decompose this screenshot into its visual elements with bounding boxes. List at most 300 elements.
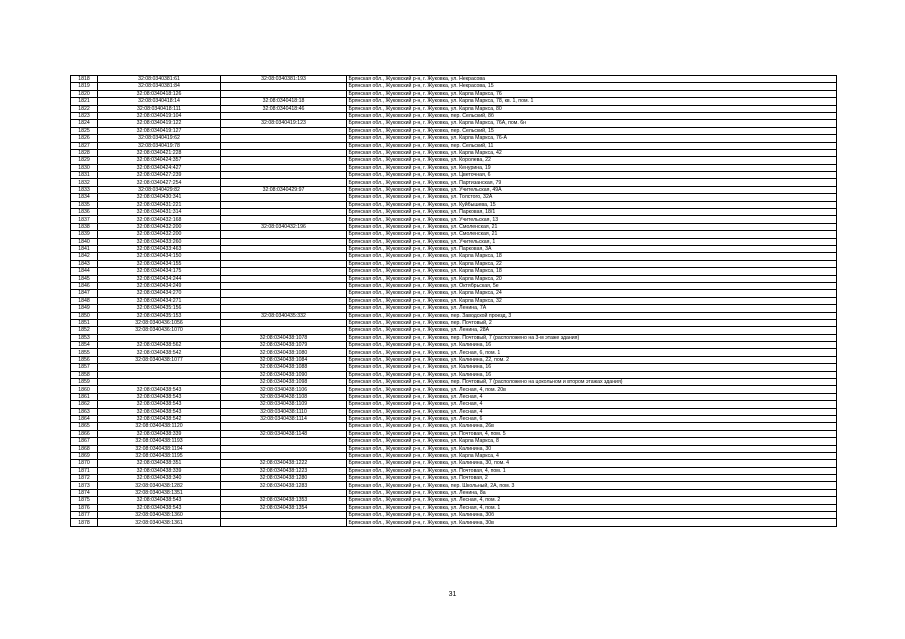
address-cell: Брянская обл., Жуковский р-н, г. Жуковка, ул. Лесная, 4 — [347, 401, 837, 408]
table-row — [71, 282, 837, 289]
cadastral-number-cell: 32:08:0340427:239 — [98, 172, 221, 179]
table-row — [71, 90, 837, 97]
cadastral-number-cell: 32:08:0340431:221 — [98, 201, 221, 208]
table-row — [71, 135, 837, 142]
table-row — [71, 179, 837, 186]
address-cell: Брянская обл., Жуковский р-н, г. Жуковка, пер. Почтовый, 7 (расположено на 3-м этаже здания) — [347, 334, 837, 341]
address-cell: Брянская обл., Жуковский р-н, г. Жуковка, ул. Учительская, 1 — [347, 238, 837, 245]
address-cell: Брянская обл., Жуковский р-н, г. Жуковка, ул. Лесная, 4, пом. 2 — [347, 497, 837, 504]
cadastral-number-cell: 32:08:0340432:200 — [98, 231, 221, 238]
cadastral-number-cell: 32:08:0340435:153 — [98, 312, 221, 319]
address-cell: Брянская обл., Жуковский р-н, г. Жуковка, ул. Смоленская, 21 — [347, 231, 837, 238]
object-cadastral-number-cell — [221, 290, 347, 297]
cadastral-number-cell: 32:08:0340438:543 — [98, 386, 221, 393]
address-cell: Брянская обл., Жуковский р-н, г. Жуковка, пер. Школьный, 2А, пом. 3 — [347, 482, 837, 489]
object-cadastral-number-cell — [221, 452, 347, 459]
address-cell: Брянская обл., Жуковский р-н, г. Жуковка, пер. Заводской проезд, 3 — [347, 312, 837, 319]
table-row — [71, 342, 837, 349]
cadastral-number-cell: 32:08:0340419:122 — [98, 120, 221, 127]
row-number-cell: 1825 — [71, 127, 98, 134]
object-cadastral-number-cell — [221, 438, 347, 445]
row-number-cell: 1862 — [71, 401, 98, 408]
object-cadastral-number-cell — [221, 209, 347, 216]
address-cell: Брянская обл., Жуковский р-н, г. Жуковка, ул. Карла Маркса, 18 — [347, 268, 837, 275]
cadastral-number-cell: 32:08:0340438:542 — [98, 415, 221, 422]
cadastral-number-cell: 32:08:0340438:1120 — [98, 423, 221, 430]
object-cadastral-number-cell — [221, 179, 347, 186]
table-row — [71, 275, 837, 282]
table-row — [71, 423, 837, 430]
table-row — [71, 305, 837, 312]
object-cadastral-number-cell: 32:08:0340418:18 — [221, 98, 347, 105]
table-row — [71, 112, 837, 119]
object-cadastral-number-cell: 32:08:0340438:1280 — [221, 475, 347, 482]
address-cell: Брянская обл., Жуковский р-н, г. Жуковка, ул. Куйбышева, 15 — [347, 201, 837, 208]
cadastral-number-cell: 32:08:0340438:1194 — [98, 445, 221, 452]
row-number-cell: 1853 — [71, 334, 98, 341]
table-body — [71, 76, 837, 527]
cadastral-number-cell — [98, 364, 221, 371]
cadastral-number-cell: 32:08:0340438:542 — [98, 349, 221, 356]
object-cadastral-number-cell — [221, 423, 347, 430]
address-cell: Брянская обл., Жуковский р-н, г. Жуковка, ул. Калинина, 30 — [347, 445, 837, 452]
cadastral-number-cell: 32:08:0340434:244 — [98, 275, 221, 282]
object-cadastral-number-cell — [221, 519, 347, 526]
row-number-cell: 1834 — [71, 194, 98, 201]
table-row — [71, 519, 837, 526]
address-cell: Брянская обл., Жуковский р-н, г. Жуковка, ул. Калинина, 16 — [347, 342, 837, 349]
object-cadastral-number-cell: 32:08:0340438:1108 — [221, 393, 347, 400]
table-row — [71, 319, 837, 326]
cadastral-number-cell: 32:08:0340436:1070 — [98, 327, 221, 334]
row-number-cell: 1842 — [71, 253, 98, 260]
table-row — [71, 253, 837, 260]
row-number-cell: 1837 — [71, 216, 98, 223]
row-number-cell: 1823 — [71, 112, 98, 119]
address-cell: Брянская обл., Жуковский р-н, г. Жуковка, ул. Почтовая, 4, пом. 1 — [347, 467, 837, 474]
address-cell: Брянская обл., Жуковский р-н, г. Жуковка, ул. Калинина, 30в — [347, 519, 837, 526]
object-cadastral-number-cell: 32:08:0340438:1080 — [221, 349, 347, 356]
row-number-cell: 1873 — [71, 482, 98, 489]
cadastral-number-cell: 32:08:0340430:341 — [98, 194, 221, 201]
table-row — [71, 231, 837, 238]
row-number-cell: 1828 — [71, 149, 98, 156]
table-row — [71, 245, 837, 252]
table-row — [71, 356, 837, 363]
cadastral-number-cell: 32:08:0340438:339 — [98, 467, 221, 474]
row-number-cell: 1819 — [71, 83, 98, 90]
cadastral-number-cell: 32:08:0340438:543 — [98, 401, 221, 408]
cadastral-number-cell: 32:08:0340427:254 — [98, 179, 221, 186]
cadastral-number-cell: 32:08:0340381:61 — [98, 76, 221, 83]
object-cadastral-number-cell — [221, 112, 347, 119]
row-number-cell: 1826 — [71, 135, 98, 142]
row-number-cell: 1870 — [71, 460, 98, 467]
address-cell: Брянская обл., Жуковский р-н, г. Жуковка, ул. Ленина, 8а — [347, 489, 837, 496]
object-cadastral-number-cell — [221, 238, 347, 245]
cadastral-number-cell: 32:08:0340432:168 — [98, 216, 221, 223]
address-cell: Брянская обл., Жуковский р-н, г. Жуковка, ул. Калинина, 16 — [347, 364, 837, 371]
address-cell: Брянская обл., Жуковский р-н, г. Жуковка, пер. Сельский, 8б — [347, 112, 837, 119]
row-number-cell: 1848 — [71, 297, 98, 304]
table-row — [71, 482, 837, 489]
object-cadastral-number-cell: 32:08:0340438:1222 — [221, 460, 347, 467]
table-row — [71, 186, 837, 193]
row-number-cell: 1874 — [71, 489, 98, 496]
address-cell: Брянская обл., Жуковский р-н, г. Жуковка, ул. Карла Маркса, 78, кв. 1, пом. 1 — [347, 98, 837, 105]
table-row — [71, 452, 837, 459]
cadastral-number-cell: 32:08:0340438:1351 — [98, 489, 221, 496]
row-number-cell: 1871 — [71, 467, 98, 474]
address-cell: Брянская обл., Жуковский р-н, г. Жуковка, ул. Калинина, 22, пом. 2 — [347, 356, 837, 363]
object-cadastral-number-cell — [221, 489, 347, 496]
row-number-cell: 1852 — [71, 327, 98, 334]
object-cadastral-number-cell — [221, 172, 347, 179]
cadastral-number-cell: 32:08:0340438:1361 — [98, 519, 221, 526]
row-number-cell: 1867 — [71, 438, 98, 445]
cadastral-number-cell — [98, 334, 221, 341]
address-cell: Брянская обл., Жуковский р-н, г. Жуковка, ул. Карла Маркса, 18 — [347, 253, 837, 260]
row-number-cell: 1850 — [71, 312, 98, 319]
object-cadastral-number-cell — [221, 216, 347, 223]
table-row — [71, 83, 837, 90]
object-cadastral-number-cell — [221, 149, 347, 156]
table-row — [71, 127, 837, 134]
row-number-cell: 1824 — [71, 120, 98, 127]
table-row — [71, 512, 837, 519]
object-cadastral-number-cell: 32:08:0340438:1283 — [221, 482, 347, 489]
address-cell: Брянская обл., Жуковский р-н, г. Жуковка, ул. Лесная, 6, пом. 1 — [347, 349, 837, 356]
address-cell: Брянская обл., Жуковский р-н, г. Жуковка, ул. Парковая, 18/1 — [347, 209, 837, 216]
address-cell: Брянская обл., Жуковский р-н, г. Жуковка, ул. Карла Маркса, 76-А — [347, 135, 837, 142]
address-cell: Брянская обл., Жуковский р-н, г. Жуковка, ул. Ленина, 7А — [347, 305, 837, 312]
cadastral-number-cell: 32:08:0340438:562 — [98, 342, 221, 349]
cadastral-number-cell: 32:08:0340418:126 — [98, 90, 221, 97]
cadastral-number-cell: 32:08:0340438:543 — [98, 408, 221, 415]
address-cell: Брянская обл., Жуковский р-н, г. Жуковка, ул. Карла Маркса, 24 — [347, 290, 837, 297]
address-cell: Брянская обл., Жуковский р-н, г. Жуковка, ул. Лесная, 4 — [347, 393, 837, 400]
object-cadastral-number-cell — [221, 260, 347, 267]
cadastral-number-cell: 32:08:0340434:249 — [98, 282, 221, 289]
address-cell: Брянская обл., Жуковский р-н, г. Жуковка, ул. Карла Маркса, 76А, пом. 6н — [347, 120, 837, 127]
address-cell: Брянская обл., Жуковский р-н, г. Жуковка, ул. Лесная, 4, пом. 20в — [347, 386, 837, 393]
row-number-cell: 1831 — [71, 172, 98, 179]
table-row — [71, 438, 837, 445]
table-row — [71, 98, 837, 105]
table-row — [71, 327, 837, 334]
table-row — [71, 430, 837, 437]
cadastral-number-cell: 32:08:0340438:1195 — [98, 452, 221, 459]
table-row — [71, 268, 837, 275]
address-cell: Брянская обл., Жуковский р-н, г. Жуковка, пер. Сельский, 11 — [347, 142, 837, 149]
cadastral-number-cell: 32:08:0340438:1193 — [98, 438, 221, 445]
table-row — [71, 194, 837, 201]
address-cell: Брянская обл., Жуковский р-н, г. Жуковка, ул. Учительская, 49А — [347, 186, 837, 193]
table-row — [71, 149, 837, 156]
object-cadastral-number-cell — [221, 282, 347, 289]
cadastral-number-cell: 32:08:0340429:82 — [98, 186, 221, 193]
cadastral-number-cell: 32:08:0340438:1360 — [98, 512, 221, 519]
object-cadastral-number-cell — [221, 157, 347, 164]
row-number-cell: 1838 — [71, 223, 98, 230]
cadastral-number-cell: 32:08:0340434:175 — [98, 268, 221, 275]
table-row — [71, 504, 837, 511]
row-number-cell: 1851 — [71, 319, 98, 326]
table-row — [71, 216, 837, 223]
cadastral-number-cell: 32:08:0340419:104 — [98, 112, 221, 119]
table-row — [71, 142, 837, 149]
cadastral-number-cell: 32:08:0340424:357 — [98, 157, 221, 164]
row-number-cell: 1860 — [71, 386, 98, 393]
object-cadastral-number-cell — [221, 275, 347, 282]
object-cadastral-number-cell: 32:08:0340435:332 — [221, 312, 347, 319]
table-row — [71, 489, 837, 496]
object-cadastral-number-cell: 32:08:0340438:1354 — [221, 504, 347, 511]
object-cadastral-number-cell: 32:08:0340438:1148 — [221, 430, 347, 437]
row-number-cell: 1840 — [71, 238, 98, 245]
row-number-cell: 1856 — [71, 356, 98, 363]
object-cadastral-number-cell: 32:08:0340438:1353 — [221, 497, 347, 504]
object-cadastral-number-cell — [221, 305, 347, 312]
table-row — [71, 105, 837, 112]
cadastral-number-cell: 32:08:0340381:84 — [98, 83, 221, 90]
address-cell: Брянская обл., Жуковский р-н, г. Жуковка, ул. Карла Маркса, 4 — [347, 452, 837, 459]
address-cell: Брянская обл., Жуковский р-н, г. Жуковка, ул. Карла Маркса, 8 — [347, 438, 837, 445]
cadastral-number-cell: 32:08:0340438:543 — [98, 504, 221, 511]
address-cell: Брянская обл., Жуковский р-н, г. Жуковка, ул. Почтовая, 4, пом. 5 — [347, 430, 837, 437]
row-number-cell: 1864 — [71, 415, 98, 422]
cadastral-number-cell: 32:08:0340419:62 — [98, 135, 221, 142]
object-cadastral-number-cell — [221, 142, 347, 149]
table-row — [71, 371, 837, 378]
cadastral-number-cell: 32:08:0340438:351 — [98, 460, 221, 467]
row-number-cell: 1836 — [71, 209, 98, 216]
table-row — [71, 209, 837, 216]
table-row — [71, 408, 837, 415]
object-cadastral-number-cell — [221, 268, 347, 275]
address-cell: Брянская обл., Жуковский р-н, г. Жуковка, ул. Лесная, 4, пом. 1 — [347, 504, 837, 511]
table-row — [71, 290, 837, 297]
cadastral-number-cell: 32:08:0340418:111 — [98, 105, 221, 112]
object-cadastral-number-cell: 32:08:0340438:1114 — [221, 415, 347, 422]
row-number-cell: 1844 — [71, 268, 98, 275]
row-number-cell: 1858 — [71, 371, 98, 378]
table-row — [71, 401, 837, 408]
address-cell: Брянская обл., Жуковский р-н, г. Жуковка, ул. Некрасова — [347, 76, 837, 83]
table-row — [71, 157, 837, 164]
cadastral-number-cell: 32:08:0340435:156 — [98, 305, 221, 312]
cadastral-number-cell: 32:08:0340433:463 — [98, 245, 221, 252]
object-cadastral-number-cell: 32:08:0340438:1090 — [221, 371, 347, 378]
row-number-cell: 1872 — [71, 475, 98, 482]
row-number-cell: 1869 — [71, 452, 98, 459]
cadastral-number-cell — [98, 379, 221, 386]
table-row — [71, 467, 837, 474]
address-cell: Брянская обл., Жуковский р-н, г. Жуковка, ул. Карла Маркса, 22 — [347, 260, 837, 267]
row-number-cell: 1832 — [71, 179, 98, 186]
row-number-cell: 1849 — [71, 305, 98, 312]
row-number-cell: 1859 — [71, 379, 98, 386]
cadastral-number-cell: 32:08:0340438:340 — [98, 475, 221, 482]
row-number-cell: 1876 — [71, 504, 98, 511]
row-number-cell: 1833 — [71, 186, 98, 193]
address-cell: Брянская обл., Жуковский р-н, г. Жуковка, пер. Почтовый, 2 — [347, 319, 837, 326]
object-cadastral-number-cell: 32:08:0340418:46 — [221, 105, 347, 112]
table-row — [71, 415, 837, 422]
page-number: 31 — [448, 591, 457, 598]
row-number-cell: 1868 — [71, 445, 98, 452]
address-cell: Брянская обл., Жуковский р-н, г. Жуковка, пер. Сельский, 15 — [347, 127, 837, 134]
object-cadastral-number-cell — [221, 253, 347, 260]
cadastral-number-cell: 32:08:0340434:270 — [98, 290, 221, 297]
row-number-cell: 1835 — [71, 201, 98, 208]
object-cadastral-number-cell — [221, 194, 347, 201]
row-number-cell: 1877 — [71, 512, 98, 519]
row-number-cell: 1865 — [71, 423, 98, 430]
address-cell: Брянская обл., Жуковский р-н, г. Жуковка, ул. Калинина, 16 — [347, 371, 837, 378]
row-number-cell: 1820 — [71, 90, 98, 97]
object-cadastral-number-cell — [221, 512, 347, 519]
cadastral-number-cell: 32:08:0340434:271 — [98, 297, 221, 304]
object-cadastral-number-cell: 32:08:0340432:196 — [221, 223, 347, 230]
address-cell: Брянская обл., Жуковский р-н, г. Жуковка, ул. Учительская, 13 — [347, 216, 837, 223]
table-row — [71, 223, 837, 230]
row-number-cell: 1830 — [71, 164, 98, 171]
cadastral-number-cell: 32:08:0340419:78 — [98, 142, 221, 149]
row-number-cell: 1827 — [71, 142, 98, 149]
table-row — [71, 349, 837, 356]
address-cell: Брянская обл., Жуковский р-н, г. Жуковка, ул. Калинина, 30, пом. 4 — [347, 460, 837, 467]
address-cell: Брянская обл., Жуковский р-н, г. Жуковка, ул. Кенурина, 19 — [347, 164, 837, 171]
table-row — [71, 364, 837, 371]
object-cadastral-number-cell — [221, 445, 347, 452]
object-cadastral-number-cell: 32:08:0340438:1223 — [221, 467, 347, 474]
row-number-cell: 1875 — [71, 497, 98, 504]
object-cadastral-number-cell: 32:08:0340419:123 — [221, 120, 347, 127]
cadastral-number-cell: 32:08:0340438:339 — [98, 430, 221, 437]
address-cell: Брянская обл., Жуковский р-н, г. Жуковка, ул. Калинина, 26в — [347, 423, 837, 430]
cadastral-number-cell: 32:08:0340433:260 — [98, 238, 221, 245]
object-cadastral-number-cell — [221, 201, 347, 208]
row-number-cell: 1841 — [71, 245, 98, 252]
row-number-cell: 1839 — [71, 231, 98, 238]
address-cell: Брянская обл., Жуковский р-н, г. Жуковка, ул. Лесная, 6 — [347, 415, 837, 422]
address-cell: Брянская обл., Жуковский р-н, г. Жуковка, ул. Королева, 22 — [347, 157, 837, 164]
row-number-cell: 1866 — [71, 430, 98, 437]
cadastral-number-cell: 32:08:0340438:1077 — [98, 356, 221, 363]
row-number-cell: 1818 — [71, 76, 98, 83]
table-row — [71, 460, 837, 467]
row-number-cell: 1857 — [71, 364, 98, 371]
row-number-cell: 1822 — [71, 105, 98, 112]
table-row — [71, 297, 837, 304]
table-row — [71, 201, 837, 208]
table-row — [71, 334, 837, 341]
address-cell: Брянская обл., Жуковский р-н, г. Жуковка, ул. Карла Маркса, 76 — [347, 90, 837, 97]
object-cadastral-number-cell: 32:08:0340438:1078 — [221, 334, 347, 341]
cadastral-number-cell: 32:08:0340434:150 — [98, 253, 221, 260]
address-cell: Брянская обл., Жуковский р-н, г. Жуковка, ул. Ленина, 28А — [347, 327, 837, 334]
row-number-cell: 1861 — [71, 393, 98, 400]
table-row — [71, 238, 837, 245]
object-cadastral-number-cell — [221, 231, 347, 238]
address-cell: Брянская обл., Жуковский р-н, г. Жуковка, ул. Партизанская, 79 — [347, 179, 837, 186]
object-cadastral-number-cell — [221, 135, 347, 142]
table-row — [71, 475, 837, 482]
table-row — [71, 172, 837, 179]
row-number-cell: 1829 — [71, 157, 98, 164]
table-row — [71, 393, 837, 400]
address-cell: Брянская обл., Жуковский р-н, г. Жуковка, ул. Карла Маркса, 32 — [347, 297, 837, 304]
address-cell: Брянская обл., Жуковский р-н, г. Жуковка, ул. Почтовая, 2 — [347, 475, 837, 482]
table-row — [71, 386, 837, 393]
object-cadastral-number-cell: 32:08:0340381:193 — [221, 76, 347, 83]
cadastral-number-cell: 32:08:0340419:127 — [98, 127, 221, 134]
address-cell: Брянская обл., Жуковский р-н, г. Жуковка, ул. Парковая, 3А — [347, 245, 837, 252]
object-cadastral-number-cell — [221, 297, 347, 304]
row-number-cell: 1843 — [71, 260, 98, 267]
address-cell: Брянская обл., Жуковский р-н, г. Жуковка, ул. Некрасова, 15 — [347, 83, 837, 90]
object-cadastral-number-cell — [221, 164, 347, 171]
cadastral-number-cell: 32:08:0340438:543 — [98, 393, 221, 400]
object-cadastral-number-cell — [221, 127, 347, 134]
row-number-cell: 1854 — [71, 342, 98, 349]
table-row — [71, 379, 837, 386]
cadastral-number-cell: 32:08:0340438:1282 — [98, 482, 221, 489]
object-cadastral-number-cell — [221, 245, 347, 252]
address-cell: Брянская обл., Жуковский р-н, г. Жуковка, ул. Цветочная, 6 — [347, 172, 837, 179]
table-row — [71, 260, 837, 267]
object-cadastral-number-cell: 32:08:0340438:1110 — [221, 408, 347, 415]
row-number-cell: 1821 — [71, 98, 98, 105]
table-row — [71, 120, 837, 127]
row-number-cell: 1847 — [71, 290, 98, 297]
cadastral-number-cell: 32:08:0340418:14 — [98, 98, 221, 105]
cadastral-number-cell: 32:08:0340421:228 — [98, 149, 221, 156]
object-cadastral-number-cell — [221, 319, 347, 326]
row-number-cell: 1846 — [71, 282, 98, 289]
address-cell: Брянская обл., Жуковский р-н, г. Жуковка, пер. Почтовый, 7 (расположено на цокольном и втором этажах здания) — [347, 379, 837, 386]
address-cell: Брянская обл., Жуковский р-н, г. Жуковка, ул. Калинина, 30б — [347, 512, 837, 519]
cadastral-number-cell: 32:08:0340424:427 — [98, 164, 221, 171]
object-cadastral-number-cell: 32:08:0340438:1079 — [221, 342, 347, 349]
cadastral-number-cell: 32:08:0340432:200 — [98, 223, 221, 230]
table-row — [71, 76, 837, 83]
table-row — [71, 312, 837, 319]
address-cell: Брянская обл., Жуковский р-н, г. Жуковка, ул. Смоленская, 21 — [347, 223, 837, 230]
row-number-cell: 1855 — [71, 349, 98, 356]
address-cell: Брянская обл., Жуковский р-н, г. Жуковка, ул. Карла Маркса, 42 — [347, 149, 837, 156]
address-cell: Брянская обл., Жуковский р-н, г. Жуковка, ул. Лесная, 4 — [347, 408, 837, 415]
object-cadastral-number-cell: 32:08:0340438:1109 — [221, 401, 347, 408]
row-number-cell: 1878 — [71, 519, 98, 526]
cadastral-number-cell: 32:08:0340434:155 — [98, 260, 221, 267]
address-cell: Брянская обл., Жуковский р-н, г. Жуковка, ул. Карла Маркса, 80 — [347, 105, 837, 112]
cadastral-number-cell: 32:08:0340436:1056 — [98, 319, 221, 326]
object-cadastral-number-cell — [221, 327, 347, 334]
table-row — [71, 164, 837, 171]
object-cadastral-number-cell: 32:08:0340438:1106 — [221, 386, 347, 393]
table-row — [71, 445, 837, 452]
address-cell: Брянская обл., Жуковский р-н, г. Жуковка, ул. Толстого, 32А — [347, 194, 837, 201]
address-cell: Брянская обл., Жуковский р-н, г. Жуковка, ул. Октябрьская, 5е — [347, 282, 837, 289]
address-cell: Брянская обл., Жуковский р-н, г. Жуковка, ул. Карла Маркса, 20 — [347, 275, 837, 282]
object-cadastral-number-cell: 32:08:0340438:1084 — [221, 356, 347, 363]
object-cadastral-number-cell: 32:08:0340438:1088 — [221, 364, 347, 371]
row-number-cell: 1845 — [71, 275, 98, 282]
property-table — [70, 75, 837, 527]
object-cadastral-number-cell: 32:08:0340438:1098 — [221, 379, 347, 386]
